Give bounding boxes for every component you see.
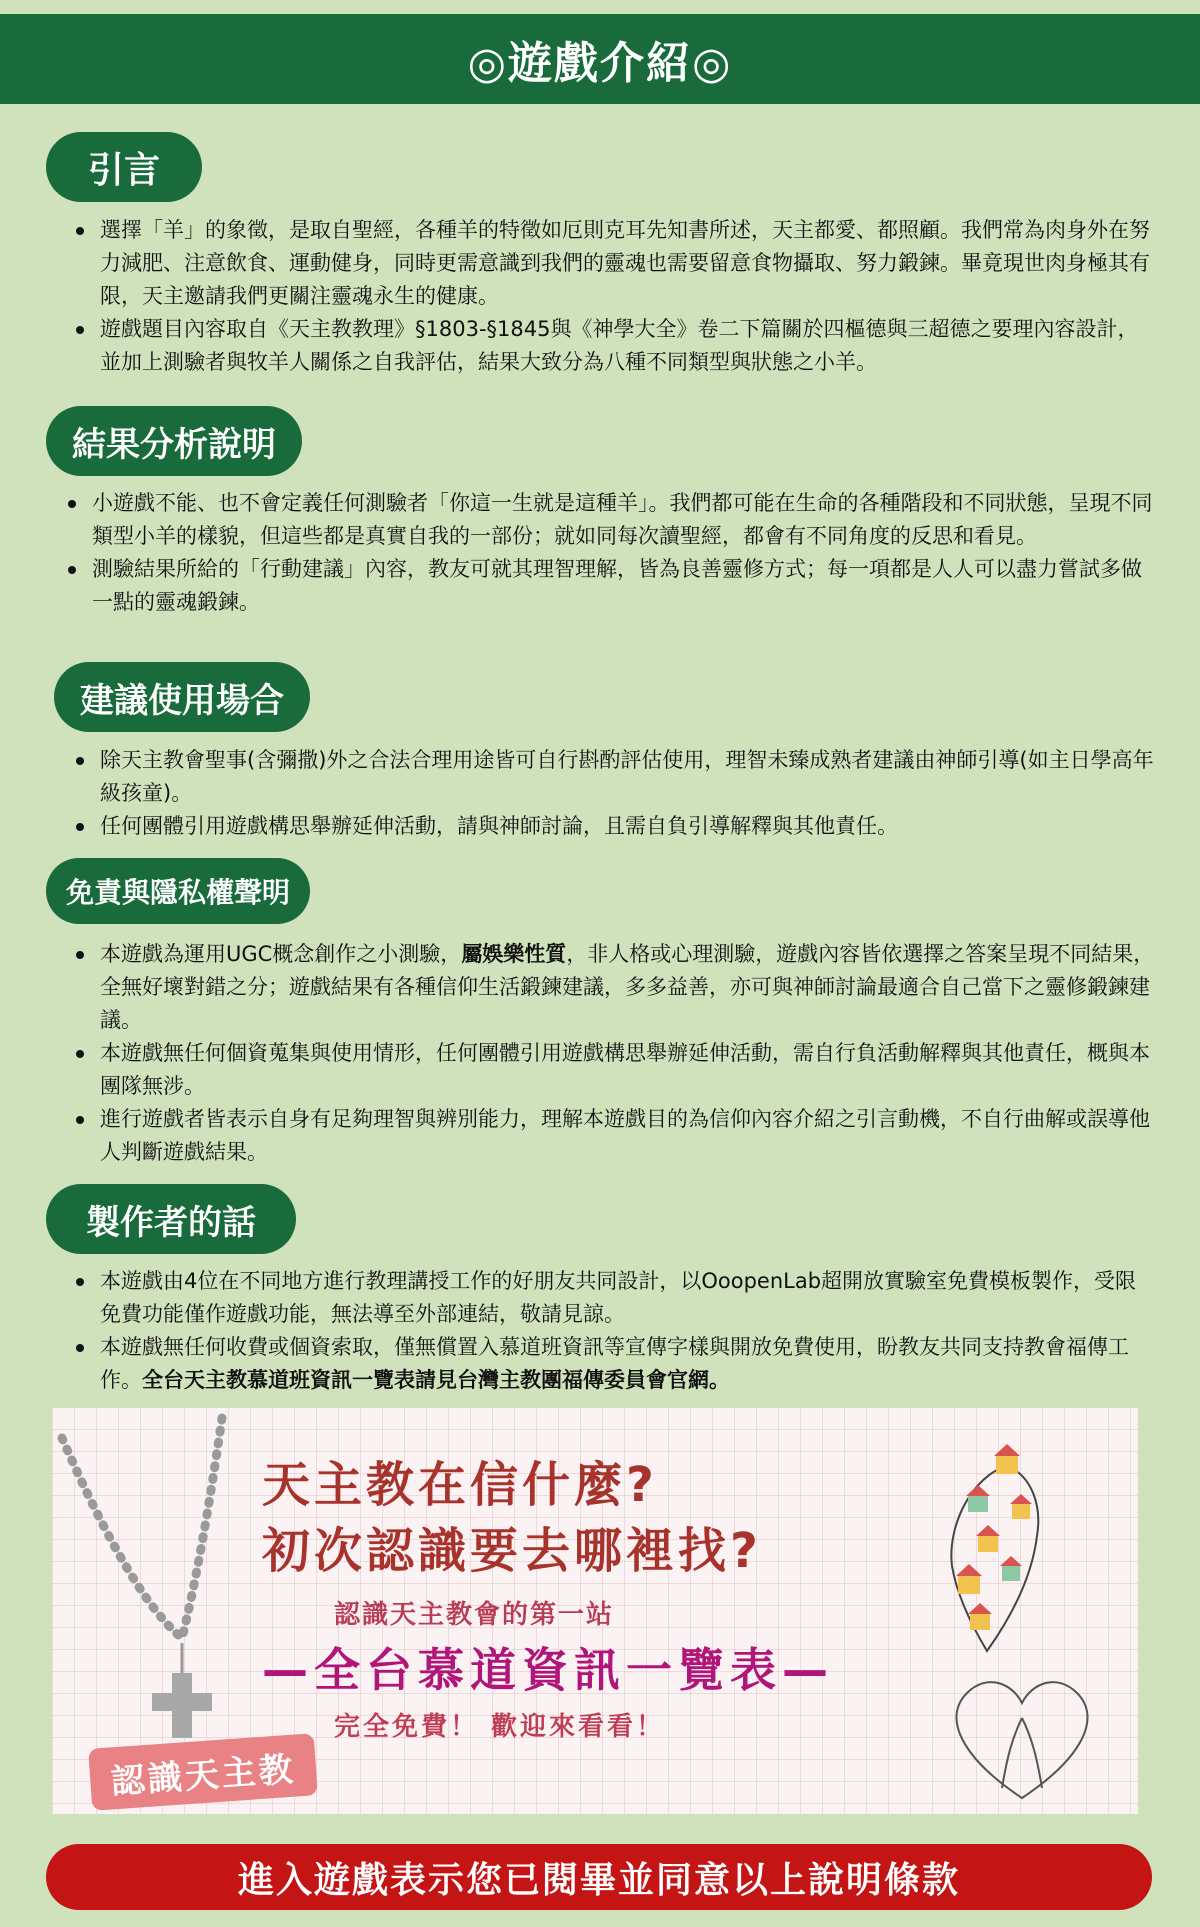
section-heading-intro: 引言 (46, 132, 202, 202)
list-item: 遊戲題目內容取自《天主教教理》§1803-§1845與《神學大全》卷二下篇關於四樞德與三超德之要理內容設計，並加上測驗者與牧羊人關係之自我評估，結果大致分為八種不同類型與狀態之小羊。 (74, 313, 1156, 379)
list-item: 進行遊戲者皆表示自身有足夠理智與辨別能力，理解本遊戲目的為信仰內容介紹之引言動機，不自行曲解或誤導他人判斷遊戲結果。 (74, 1103, 1156, 1169)
intro-list (74, 214, 1156, 379)
list-item: 小遊戲不能、也不會定義任何測驗者「你這一生就是這種羊」。我們都可能在生命的各種階段和不同狀態，呈現不同類型小羊的樣貌，但這些都是真實自我的一部份；就如同每次讀聖經，都會有不同角度的反思和看見。 (66, 487, 1156, 553)
agree-enter-game-button[interactable]: 進入遊戲表示您已閱畢並同意以上說明條款 (46, 1844, 1152, 1910)
banner-badge: 認識天主教 (88, 1733, 318, 1811)
list-item: 本遊戲由4位在不同地方進行教理講授工作的好朋友共同設計，以OoopenLab超開放實驗室免費模板製作，受限免費功能僅作遊戲功能，無法導至外部連結，敬請見諒。 (74, 1265, 1156, 1331)
list-item: 測驗結果所給的「行動建議」內容，教友可就其理智理解，皆為良善靈修方式；每一項都是人人可以盡力嘗試多做一點的靈魂鍛鍊。 (66, 553, 1156, 619)
item-strong: 全台天主教慕道班資訊一覽表請見台灣主教團福傳委員會官網。 (142, 1368, 730, 1392)
section-heading-disclaimer: 免責與隱私權聲明 (46, 858, 310, 924)
section-heading-result-analysis: 結果分析說明 (46, 406, 302, 476)
banner-subtitle: 認識天主教會的第一站 (334, 1600, 615, 1630)
list-item: 本遊戲無任何個資蒐集與使用情形，任何團體引用遊戲構思舉辦延伸活動，需自行負活動解釋與其他責任，概與本團隊無涉。 (74, 1037, 1156, 1103)
rosary-illustration (52, 1408, 292, 1738)
banner-title-line1: 天主教在信什麼? (262, 1457, 658, 1513)
item-text: 本遊戲為運用UGC概念創作之小測驗， (100, 942, 462, 966)
result-analysis-list (66, 487, 1156, 619)
usage-list (74, 744, 1156, 843)
banner-free-text: 完全免費！ 歡迎來看看！ (334, 1712, 666, 1742)
banner-main-text: —全台慕道資訊一覽表— (262, 1643, 834, 1697)
disclaimer-list (74, 938, 1156, 1169)
taiwan-map-illustration (892, 1426, 1092, 1666)
item-strong: 屬娛樂性質 (461, 942, 567, 966)
page-title: ◎遊戲介紹◎ (0, 14, 1200, 104)
section-heading-author-note: 製作者的話 (46, 1184, 296, 1254)
author-note-list (74, 1265, 1156, 1397)
catechumen-banner[interactable] (52, 1408, 1138, 1814)
list-item: 任何團體引用遊戲構思舉辦延伸活動，請與神師討論，且需自負引導解釋與其他責任。 (74, 810, 1156, 843)
banner-title-line2: 初次認識要去哪裡找? (262, 1523, 762, 1579)
praying-hands-illustration (932, 1658, 1112, 1808)
section-heading-usage: 建議使用場合 (54, 662, 310, 732)
list-item (74, 1331, 1156, 1397)
list-item: 選擇「羊」的象徵，是取自聖經，各種羊的特徵如厄則克耳先知書所述，天主都愛、都照顧。我們常為肉身外在努力減肥、注意飲食、運動健身，同時更需意識到我們的靈魂也需要留意食物攝取、努力鍛鍊。畢竟現世肉身極其有限，天主邀請我們更關注靈魂永生的健康。 (74, 214, 1156, 313)
item-text: ，非人格或心理測驗，遊戲內容皆依選擇之答案呈現不同結果，全無好壞對錯之分；遊戲結果有各種信仰生活鍛鍊建議，多多益善，亦可與神師討論最適合自己當下之靈修鍛鍊建議。 (100, 942, 1155, 1032)
list-item: 除天主教會聖事(含彌撒)外之合法合理用途皆可自行斟酌評估使用，理智未臻成熟者建議由神師引導(如主日學高年級孩童)。 (74, 744, 1156, 810)
list-item (74, 938, 1156, 1037)
item-text: 本遊戲無任何收費或個資索取，僅無償置入慕道班資訊等宣傳字樣與開放免費使用，盼教友共同支持教會福傳工作。 (100, 1335, 1129, 1392)
